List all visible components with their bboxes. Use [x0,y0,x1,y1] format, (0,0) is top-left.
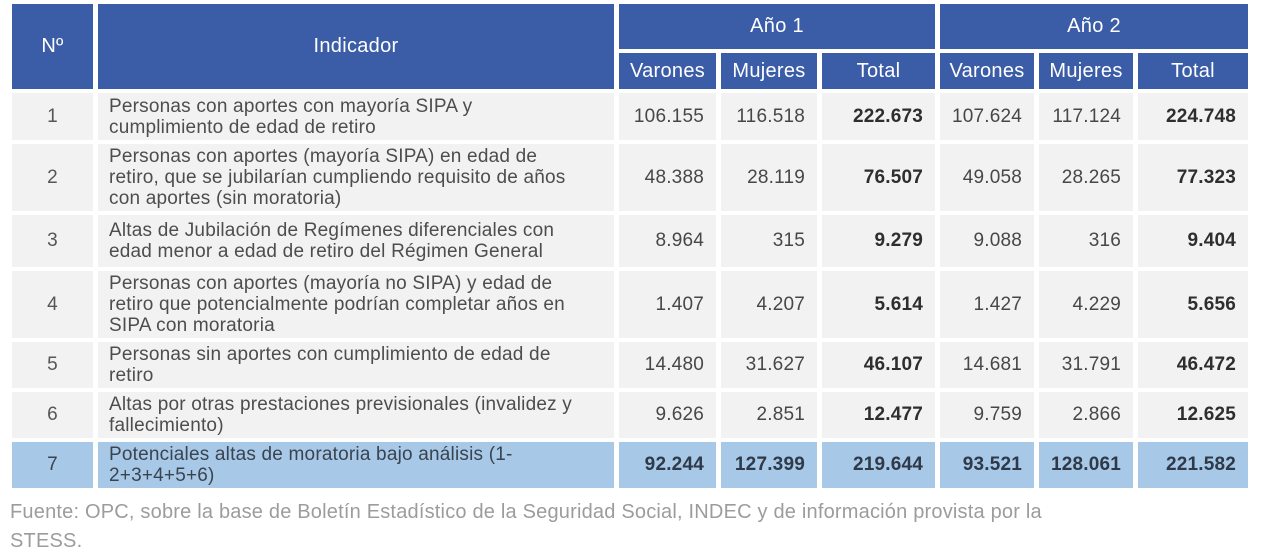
source-note: Fuente: OPC, sobre la base de Boletín Estadístico de la Seguridad Social, INDEC y de información provista por la STESS. [10,501,1042,552]
y1-mujeres: 2.851 [721,392,817,438]
y1-varones: 8.964 [619,215,716,267]
header-mujeres-y1: Mujeres [721,53,817,89]
y2-total: 5.656 [1138,271,1248,338]
header-indicator: Indicador [98,4,614,89]
table-row-4 [12,271,1248,338]
header-year2: Año 2 [940,4,1248,49]
indicator-cell: Personas con aportes (mayoría no SIPA) y edad de retiro que potencialmente podrían completar años en SIPA con moratoria [98,271,614,338]
header-mujeres-y2: Mujeres [1039,53,1133,89]
row-number: 1 [12,93,93,140]
y1-varones: 9.626 [619,392,716,438]
indicator-cell: Personas sin aportes con cumplimiento de edad de retiro [98,342,614,388]
y1-total: 9.279 [822,215,935,267]
y2-varones: 1.427 [940,271,1034,338]
y1-mujeres: 315 [721,215,817,267]
y2-total: 46.472 [1138,342,1248,388]
table-row-6 [12,392,1248,438]
row-number: 6 [12,392,93,438]
y1-varones: 14.480 [619,342,716,388]
table-row-5 [12,342,1248,388]
y2-varones: 107.624 [940,93,1034,140]
indicator-cell: Potenciales altas de moratoria bajo análisis (1-2+3+4+5+6) [98,442,614,488]
row-number: 7 [12,442,93,488]
y1-total: 46.107 [822,342,935,388]
y1-total: 222.673 [822,93,935,140]
row-number: 2 [12,144,93,211]
y1-total: 5.614 [822,271,935,338]
y2-mujeres: 316 [1039,215,1133,267]
row-number: 5 [12,342,93,388]
y2-total: 12.625 [1138,392,1248,438]
y1-total: 76.507 [822,144,935,211]
header-total-y1: Total [822,53,935,89]
y2-total: 9.404 [1138,215,1248,267]
y1-mujeres: 28.119 [721,144,817,211]
y1-varones: 106.155 [619,93,716,140]
y2-varones: 9.759 [940,392,1034,438]
y1-mujeres: 4.207 [721,271,817,338]
y2-varones: 93.521 [940,442,1034,488]
table-row-1 [12,93,1248,140]
y2-varones: 14.681 [940,342,1034,388]
y2-varones: 9.088 [940,215,1034,267]
header-num: Nº [12,4,93,89]
y2-mujeres: 4.229 [1039,271,1133,338]
indicator-cell: Personas con aportes con mayoría SIPA y cumplimiento de edad de retiro [98,93,614,140]
y1-mujeres: 127.399 [721,442,817,488]
y1-varones: 1.407 [619,271,716,338]
y2-mujeres: 2.866 [1039,392,1133,438]
table-row-7-highlighted [12,442,1248,488]
y2-total: 77.323 [1138,144,1248,211]
y2-mujeres: 28.265 [1039,144,1133,211]
y2-mujeres: 31.791 [1039,342,1133,388]
y2-total: 224.748 [1138,93,1248,140]
y1-total: 219.644 [822,442,935,488]
y1-mujeres: 116.518 [721,93,817,140]
row-number: 3 [12,215,93,267]
y1-total: 12.477 [822,392,935,438]
y1-mujeres: 31.627 [721,342,817,388]
header-varones-y2: Varones [940,53,1034,89]
table-row-2 [12,144,1248,211]
y2-total: 221.582 [1138,442,1248,488]
indicator-cell: Altas de Jubilación de Regímenes diferenciales con edad menor a edad de retiro del Régimen General [98,215,614,267]
y1-varones: 92.244 [619,442,716,488]
indicator-cell: Altas por otras prestaciones previsionales (invalidez y fallecimiento) [98,392,614,438]
header-row-years [12,4,1248,49]
indicators-table [7,0,1253,492]
table-row-3 [12,215,1248,267]
header-year1: Año 1 [619,4,935,49]
y2-varones: 49.058 [940,144,1034,211]
row-number: 4 [12,271,93,338]
y1-varones: 48.388 [619,144,716,211]
indicator-cell: Personas con aportes (mayoría SIPA) en edad de retiro, que se jubilarían cumpliendo requisito de años con aportes (sin moratoria) [98,144,614,211]
header-varones-y1: Varones [619,53,716,89]
y2-mujeres: 117.124 [1039,93,1133,140]
y2-mujeres: 128.061 [1039,442,1133,488]
header-total-y2: Total [1138,53,1248,89]
